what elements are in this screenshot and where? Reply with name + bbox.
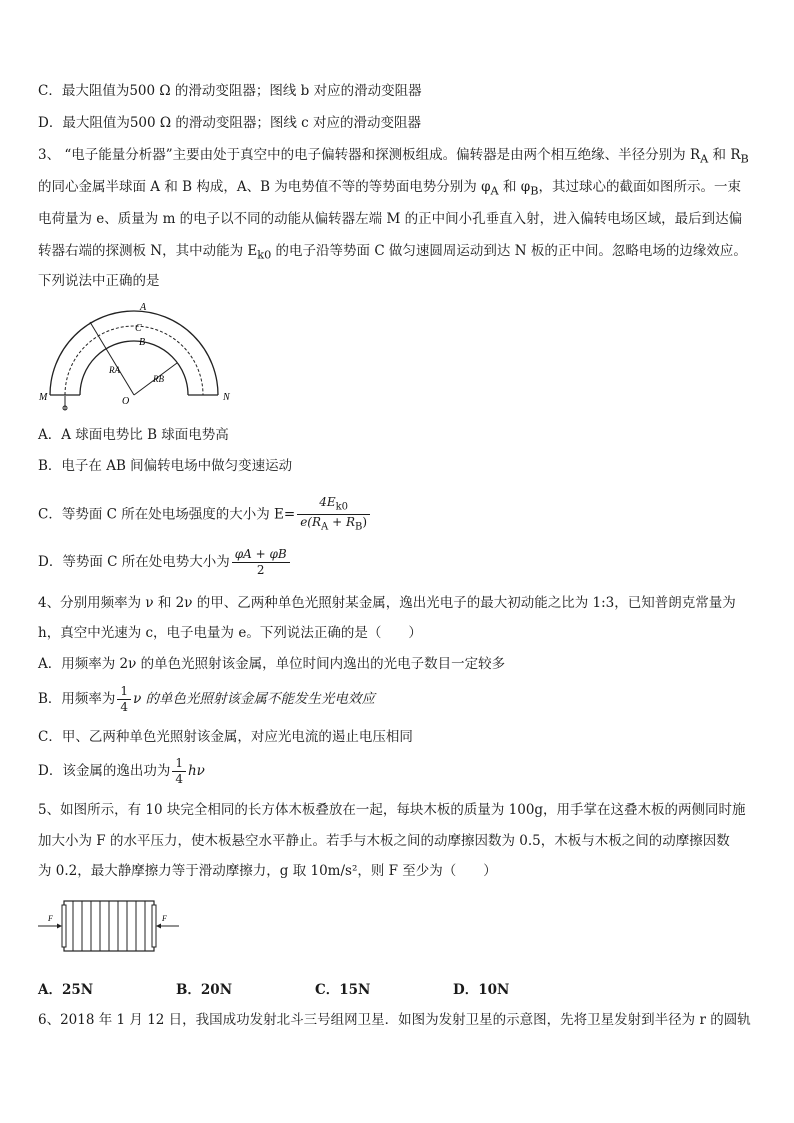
fraction-e-field: $\frac{4E_{k0}}{e(R_A + R_B)}$ — [297, 495, 370, 535]
label-o: O — [122, 396, 130, 407]
label-rb: RB — [153, 374, 164, 384]
q5-line-1: 5、如图所示，有 10 块完全相同的长方体木板叠放在一起，每块木板的质量为 100g，用手掌在这叠木板的两侧同时施 — [38, 802, 746, 818]
option-d-prev: D．最大阻值为500 Ω 的滑动变阻器；图线 c 对应的滑动变阻器 — [38, 115, 422, 131]
q3-option-a: A．A 球面电势比 B 球面电势高 — [38, 427, 229, 443]
label-f-right: F — [162, 914, 167, 923]
option-c-prev: C．最大阻值为500 Ω 的滑动变阻器；图线 b 对应的滑动变阻器 — [38, 83, 422, 99]
q3-line-4: 转器右端的探测板 N，其中动能为 $E_{k0}$ 的电子沿等势面 C 做匀速圆周运动到达 N 板的正中间。忽略电场的边缘效应。 — [38, 243, 747, 262]
q3-line-1: 3、 “电子能量分析器”主要由处于真空中的电子偏转器和探测板组成。偏转器是由两个相互绝缘、半径分别为 $R_A$ 和 $R_B$ — [38, 147, 749, 166]
label-a: A — [140, 302, 147, 313]
q5-option-c: C．15N — [315, 982, 371, 998]
q5-option-d: D．10N — [453, 982, 510, 998]
q6-line-1: 6、2018 年 1 月 12 日，我国成功发射北斗三号组网卫星．如图为发射卫星的示意图，先将卫星发射到半径为 r 的圆轨 — [38, 1012, 751, 1028]
fraction-potential: $\frac{\varphi A + \varphi B}{2}$ — [232, 547, 290, 578]
label-f-left: F — [48, 914, 53, 923]
q4-option-d: D．该金属的逸出功为 $\frac{1}{4}$ hν — [38, 756, 205, 786]
label-ra: RA — [109, 365, 120, 375]
boards-figure — [36, 895, 181, 957]
q5-option-b: B．20N — [176, 982, 233, 998]
label-m: M — [39, 392, 48, 403]
q5-option-a: A．25N — [38, 982, 94, 998]
q3-line-2: 的同心金属半球面 A 和 B 构成，A、B 为电势值不等的等势面电势分别为 $\varphi_A$ 和 $\varphi_B$，其过球心的截面如图所示。一束 — [38, 179, 741, 198]
q4-option-b: B．用频率为 $\frac{1}{4}$ ν 的单色光照射该金属不能发生光电效应 — [38, 684, 376, 714]
outer-arc-a — [50, 311, 218, 395]
label-c: C — [135, 323, 142, 334]
q3-option-d: D．等势面 C 所在处电势大小为 $\frac{\varphi A + \varphi B}{2}$ — [38, 547, 292, 578]
inner-arc-b — [80, 341, 188, 395]
q4-option-a: A．用频率为 2ν 的单色光照射该金属，单位时间内逸出的光电子数目一定较多 — [38, 656, 506, 672]
q4-line-1: 4、分别用频率为 ν 和 2ν 的甲、乙两种单色光照射某金属，逸出光电子的最大初动能之比为 1:3，已知普朗克常量为 — [38, 595, 736, 611]
deflector-figure — [36, 300, 246, 415]
q3-line-3: 电荷量为 e、质量为 m 的电子以不同的动能从偏转器左端 M 的正中间小孔垂直入射，进入偏转电场区域，最后到达偏 — [38, 211, 743, 227]
q4-option-c: C．甲、乙两种单色光照射该金属，对应光电流的遏止电压相同 — [38, 729, 413, 745]
q3-option-c: C．等势面 C 所在处电场强度的大小为 E= $\frac{4E_{k0}}{e(R_A + R_B)}$ — [38, 495, 372, 535]
label-n: N — [223, 392, 230, 403]
q5-line-2: 加大小为 F 的水平压力，使木板悬空水平静止。若手与木板之间的动摩擦因数为 0.5，木板与木板之间的动摩擦因数 — [38, 833, 730, 849]
label-b: B — [139, 337, 146, 348]
dashed-arc-c — [65, 326, 203, 395]
q5-line-3: 为 0.2，最大静摩擦力等于滑动摩擦力，g 取 10m/s²，则 F 至少为（ ） — [38, 863, 497, 879]
q3-line-5: 下列说法中正确的是 — [38, 273, 160, 289]
q3-option-b: B．电子在 AB 间偏转电场中做匀变速运动 — [38, 458, 293, 474]
q4-line-2: h，真空中光速为 c，电子电量为 e。下列说法正确的是（ ） — [38, 625, 422, 641]
